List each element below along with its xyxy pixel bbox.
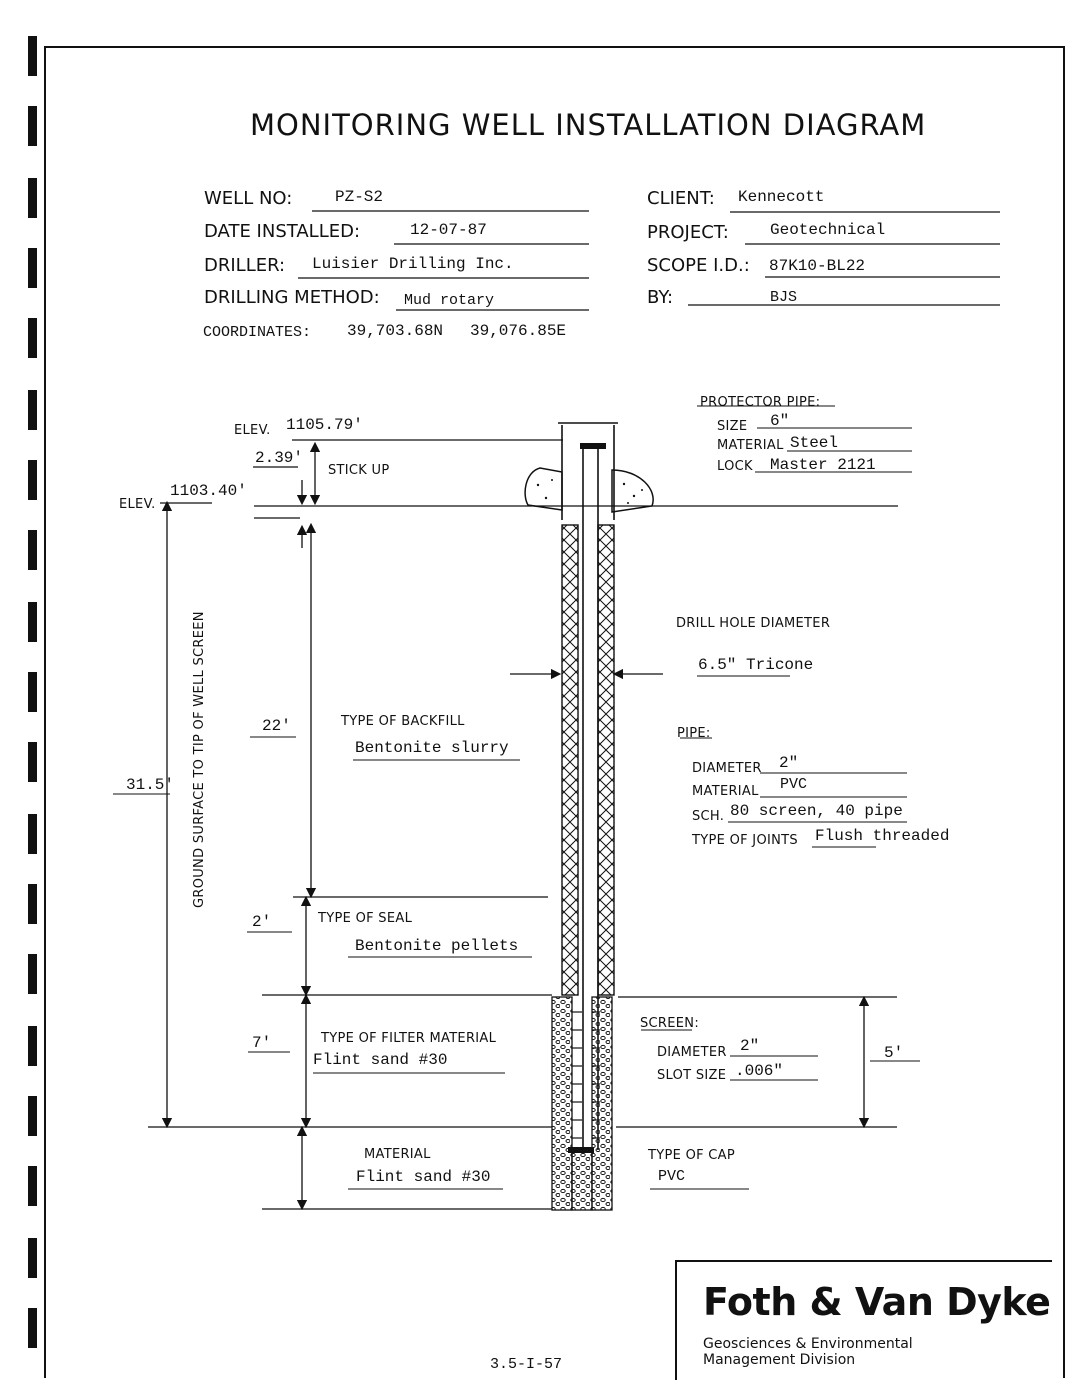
schedule-label: SCH. xyxy=(692,809,725,824)
date-installed-value: 12-07-87 xyxy=(410,221,487,239)
slot-size-value: .006" xyxy=(735,1062,784,1080)
stickup-label: STICK UP xyxy=(328,463,390,478)
joints-value: Flush threaded xyxy=(815,827,950,845)
backfill-right xyxy=(598,525,614,995)
page-title: MONITORING WELL INSTALLATION DIAGRAM xyxy=(250,108,927,142)
filter-pack-right xyxy=(592,997,612,1210)
by-value: BJS xyxy=(770,289,798,306)
ground-to-tip-label: GROUND SURFACE TO TIP OF WELL SCREEN xyxy=(192,611,207,908)
coordinate-east: 39,076.85E xyxy=(470,322,567,340)
screen-length-dimension: 5' xyxy=(884,1044,904,1062)
client-label: CLIENT: xyxy=(647,188,715,209)
protector-pipe-label: PROTECTOR PIPE: xyxy=(700,395,821,410)
filter-pack-bottom xyxy=(572,1150,592,1210)
elev-top-value: 1105.79' xyxy=(286,416,363,434)
binding-marks xyxy=(28,36,37,1348)
filter-value: Flint sand #30 xyxy=(313,1051,448,1069)
elev-ground-value: 1103.40' xyxy=(170,482,247,500)
schedule-value: 80 screen, 40 pipe xyxy=(730,802,903,820)
cap-label: TYPE OF CAP xyxy=(648,1148,736,1163)
backfill-dimension: 22' xyxy=(262,717,291,735)
material-label: MATERIAL xyxy=(364,1147,431,1162)
joints-label: TYPE OF JOINTS xyxy=(692,833,798,848)
division-line-1: Geosciences & Environmental xyxy=(703,1336,913,1352)
project-value: Geotechnical xyxy=(770,221,886,239)
inner-pipe-cap xyxy=(580,443,606,449)
cap-value: PVC xyxy=(658,1168,686,1185)
pipe-material-label: MATERIAL xyxy=(692,784,759,799)
drill-hole-diameter-value: 6.5" Tricone xyxy=(698,656,814,674)
dimension-arrows xyxy=(167,447,864,1205)
stickup-dimension: 2.39' xyxy=(255,449,304,467)
client-value: Kennecott xyxy=(738,188,825,206)
seal-label: TYPE OF SEAL xyxy=(318,911,413,926)
pipe-diameter-value: 2" xyxy=(779,754,799,772)
pipe-label: PIPE: xyxy=(677,726,711,741)
slot-size-label: SLOT SIZE xyxy=(657,1068,727,1083)
scope-id-label: SCOPE I.D.: xyxy=(647,255,750,276)
filter-label: TYPE OF FILTER MATERIAL xyxy=(321,1031,497,1046)
elev-top-label: ELEV. xyxy=(234,423,271,438)
project-label: PROJECT: xyxy=(647,222,729,243)
screen-diameter-value: 2" xyxy=(740,1037,760,1055)
well-no-value: PZ-S2 xyxy=(335,188,384,206)
coordinate-north: 39,703.68N xyxy=(347,322,444,340)
screen-diameter-label: DIAMETER xyxy=(657,1045,727,1060)
page-number: 3.5-I-57 xyxy=(490,1356,563,1373)
coordinates-label: COORDINATES: xyxy=(203,324,312,341)
material-value: Flint sand #30 xyxy=(356,1168,491,1186)
drill-hole-diameter-label: DRILL HOLE DIAMETER xyxy=(676,616,831,631)
date-installed-label: DATE INSTALLED: xyxy=(204,221,361,242)
header-underlines xyxy=(298,211,1000,310)
protector-material-label: MATERIAL xyxy=(717,438,784,453)
division-line-2: Management Division xyxy=(703,1352,856,1368)
seal-dimension: 2' xyxy=(252,913,272,931)
screen-label: SCREEN: xyxy=(640,1016,699,1031)
protector-material-value: Steel xyxy=(790,434,839,452)
backfill-value: Bentonite slurry xyxy=(355,739,509,757)
protector-size-label: SIZE xyxy=(717,419,748,434)
seal-value: Bentonite pellets xyxy=(355,937,519,955)
reference-lines xyxy=(148,440,898,1209)
backfill-left xyxy=(562,525,578,995)
driller-label: DRILLER: xyxy=(204,255,286,276)
pipe-material-value: PVC xyxy=(780,776,808,793)
driller-value: Luisier Drilling Inc. xyxy=(312,255,514,273)
pipe-diameter-label: DIAMETER xyxy=(692,761,762,776)
total-depth-dimension: 31.5' xyxy=(126,776,175,794)
lock-label: LOCK xyxy=(717,459,753,474)
backfill-label: TYPE OF BACKFILL xyxy=(341,714,465,729)
lock-value: Master 2121 xyxy=(770,456,876,474)
well-no-label: WELL NO: xyxy=(204,188,293,209)
filter-pack-left xyxy=(552,997,572,1210)
scope-id-value: 87K10-BL22 xyxy=(769,257,866,275)
elev-ground-label: ELEV. xyxy=(119,497,156,512)
filter-dimension: 7' xyxy=(252,1034,272,1052)
bottom-cap xyxy=(568,1147,594,1153)
protector-size-value: 6" xyxy=(770,412,790,430)
dimension-underlines xyxy=(113,406,920,1189)
company-logo: Foth & Van Dyke xyxy=(703,1280,1051,1324)
by-label: BY: xyxy=(647,287,674,308)
drilling-method-label: DRILLING METHOD: xyxy=(204,287,380,308)
drilling-method-value: Mud rotary xyxy=(404,292,495,309)
